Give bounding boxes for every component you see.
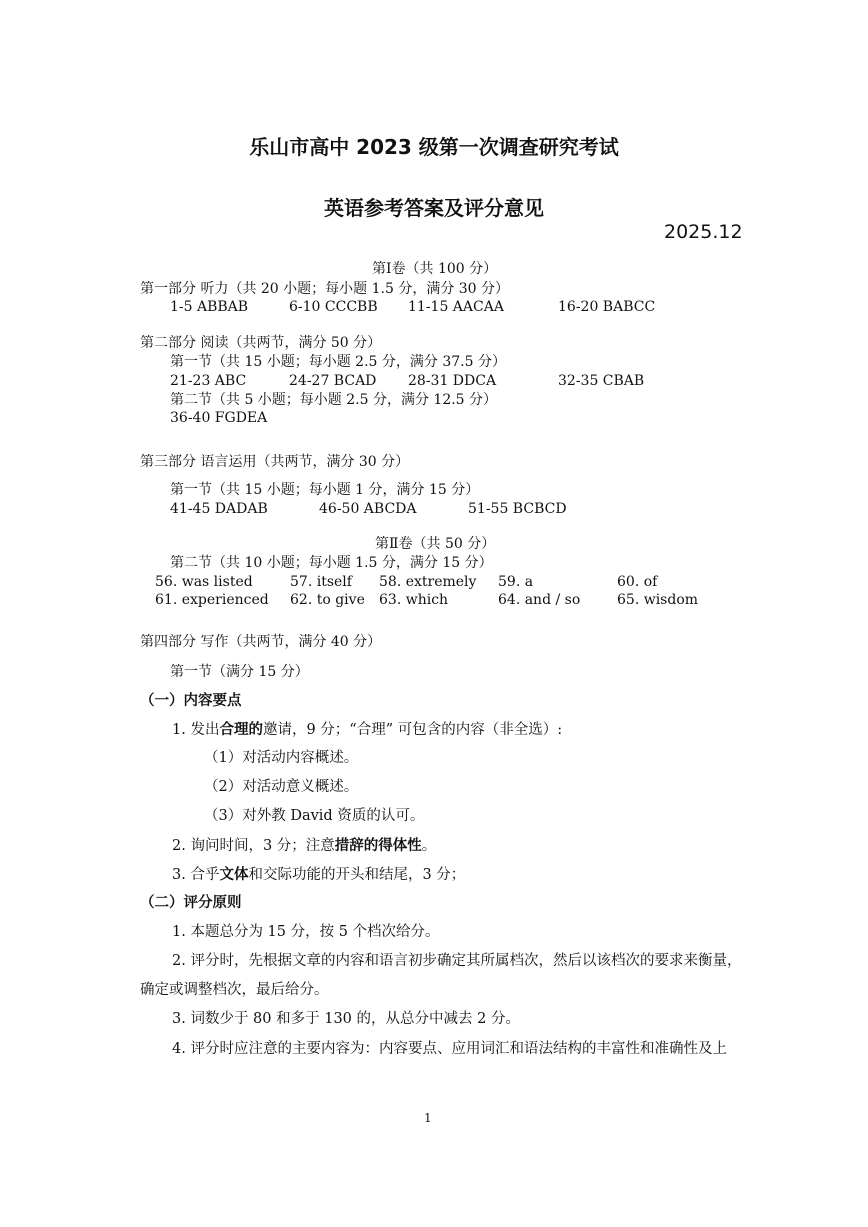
answer-group: 6-10 CCCBB: [289, 299, 378, 315]
fill-answer: 58. extremely: [379, 574, 477, 590]
answer-group: 28-31 DDCA: [408, 373, 497, 389]
vol1-heading: 第Ⅰ卷（共 100 分）: [372, 261, 498, 277]
bold-span: 合理的: [219, 721, 263, 738]
fill-answer: 65. wisdom: [617, 592, 699, 608]
answer-group: 21-23 ABC: [170, 373, 247, 389]
fill-answer: 56. was listed: [155, 574, 253, 590]
bold-span: 文体: [219, 866, 249, 883]
part2-heading: 第二部分 阅读（共两节，满分 50 分）: [140, 335, 382, 351]
fill-answer: 64. and / so: [498, 592, 581, 608]
content-point-3: [172, 865, 465, 885]
part2-sec2-heading: 第二节（共 5 小题；每小题 2.5 分，满分 12.5 分）: [170, 392, 498, 408]
scoring-rule-2: 2. 评分时，先根据文章的内容和语言初步确定其所属档次，然后以该档次的要求来衡量，: [172, 953, 742, 969]
answer-group: 41-45 DADAB: [170, 501, 268, 517]
part3-sec1-heading: 第一节（共 15 小题；每小题 1 分，满分 15 分）: [170, 482, 480, 498]
content-subpoint-3: （3）对外教 David 资质的认可。: [204, 808, 425, 824]
fill-answer: 59. a: [498, 574, 534, 590]
part4-sec1-heading: 第一节（满分 15 分）: [170, 664, 309, 680]
document-date: 2025.12: [664, 221, 743, 243]
answer-group: 1-5 ABBAB: [170, 299, 249, 315]
scoring-rule-4: 4. 评分时应注意的主要内容为：内容要点、应用词汇和语法结构的丰富性和准确性及上: [172, 1041, 727, 1057]
bold-span: 措辞的得体性: [334, 837, 422, 854]
content-subpoint-2: （2）对活动意义概述。: [204, 779, 359, 795]
scoring-rule-1: 1. 本题总分为 15 分，按 5 个档次给分。: [172, 924, 440, 940]
scoring-rule-3: 3. 词数少于 80 和多于 130 的，从总分中减去 2 分。: [172, 1011, 520, 1027]
content-point-2: [172, 836, 436, 856]
part2-sec1-heading: 第一节（共 15 小题；每小题 2.5 分，满分 37.5 分）: [170, 354, 506, 370]
answer-group: 11-15 AACAA: [408, 299, 504, 315]
document-subtitle: 英语参考答案及评分意见: [324, 196, 544, 220]
answer-group: 24-27 BCAD: [289, 373, 377, 389]
part4-heading: 第四部分 写作（共两节，满分 40 分）: [140, 634, 382, 650]
content-subpoint-1: （1）对活动内容概述。: [204, 750, 359, 766]
text-span: 和交际功能的开头和结尾，3 分；: [248, 867, 466, 883]
answer-group: 36-40 FGDEA: [170, 410, 268, 426]
fill-answer: 60. of: [617, 574, 658, 590]
fill-answer: 62. to give: [290, 592, 365, 608]
text-span: 。: [421, 838, 437, 854]
fill-answer: 57. itself: [290, 574, 352, 590]
scoring-rule-2-continued: 确定或调整档次，最后给分。: [140, 982, 329, 998]
page-number: 1: [424, 1111, 432, 1125]
answer-group: 51-55 BCBCD: [468, 501, 567, 517]
content-points-title: （一）内容要点: [140, 692, 242, 709]
text-span: 1. 发出: [172, 722, 220, 738]
scoring-principles-title: （二）评分原则: [140, 894, 242, 911]
answer-group: 16-20 BABCC: [558, 299, 656, 315]
text-span: 3. 合乎: [172, 867, 220, 883]
answer-group: 46-50 ABCDA: [319, 501, 417, 517]
vol2-sec2-heading: 第二节（共 10 小题；每小题 1.5 分，满分 15 分）: [170, 555, 493, 571]
content-point-1: [172, 720, 562, 740]
part3-heading: 第三部分 语言运用（共两节，满分 30 分）: [140, 454, 410, 470]
text-span: 邀请，9 分；“合理” 可包含的内容（非全选）:: [262, 722, 563, 738]
text-span: 2. 询问时间，3 分；注意: [172, 838, 335, 854]
part1-heading: 第一部分 听力（共 20 小题；每小题 1.5 分，满分 30 分）: [140, 281, 510, 297]
answer-group: 32-35 CBAB: [558, 373, 645, 389]
fill-answer: 61. experienced: [155, 592, 269, 608]
document-title: 乐山市高中 2023 级第一次调查研究考试: [249, 135, 619, 159]
vol2-heading: 第Ⅱ卷（共 50 分）: [375, 536, 496, 552]
fill-answer: 63. which: [379, 592, 449, 608]
